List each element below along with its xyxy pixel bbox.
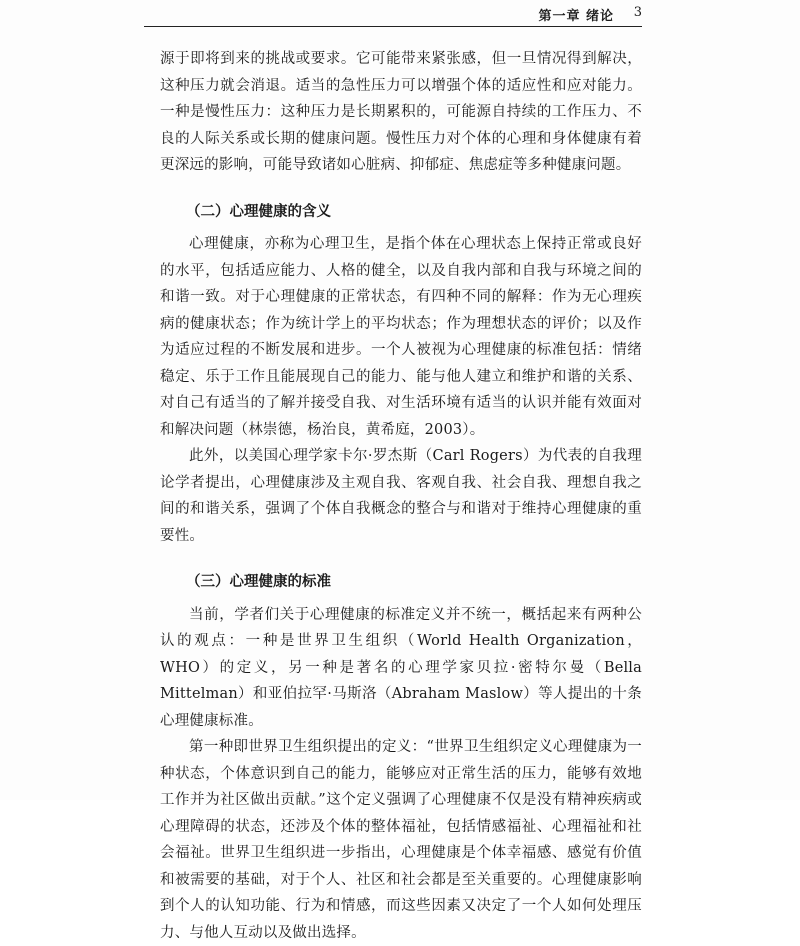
page-number: 3 bbox=[633, 5, 642, 20]
section-heading-mental-health-standards: （三）心理健康的标准 bbox=[186, 574, 331, 590]
paragraph-who-definition: 第一种即世界卫生组织提出的定义：“世界卫生组织定义心理健康为一种状态，个体意识到自己的能力，能够应对正常生活的压力，能够有效地工作并为社区做出贡献。”这个定义强调了心理健康不仅是没有精神疾病或心理障碍的状态，还涉及个体的整体福祉，包括情感福祉、心理福祉和社会福祉。世界卫生组织进一步指出，心理健康是个体幸福感、感觉有价值和被需要的基础，对于个人、社区和社会都是至关重要的。心理健康影响到个人的认知功能、行为和情感，而这些因素又决定了一个人如何处理压力、与他人互动以及做出选择。 bbox=[160, 739, 642, 941]
body-text bbox=[160, 46, 642, 946]
paragraph-mental-health-definition: 心理健康，亦称为心理卫生，是指个体在心理状态上保持正常或良好的水平，包括适应能力、人格的健全，以及自我内部和自我与环境之间的和谐一致。对于心理健康的正常状态，有四种不同的解释：作为无心理疾病的健康状态；作为统计学上的平均状态；作为理想状态的评价；以及作为适应过程的不断发展和进步。一个人被视为心理健康的标准包括：情绪稳定、乐于工作且能展现自己的能力、能与他人建立和维护和谐的关系、对自己有适当的了解并接受自我、对生活环境有适当的认识并能有效面对和解决问题（林崇德，杨治良，黄希庭，2003）。 bbox=[160, 236, 642, 438]
paragraph-standards-overview: 当前，学者们关于心理健康的标准定义并不统一，概括起来有两种公认的观点：一种是世界卫生组织（World Health Organization，WHO）的定义，另一种是著名的心理学家贝拉·密特尔曼（Bella Mittelman）和亚伯拉罕·马斯洛（Abraham Maslow）等人提出的十条心理健康标准。 bbox=[160, 606, 642, 729]
paragraph-stress-continuation: 源于即将到来的挑战或要求。它可能带来紧张感，但一旦情况得到解决，这种压力就会消退。适当的急性压力可以增强个体的适应性和应对能力。一种是慢性压力：这种压力是长期累积的，可能源自持续的工作压力、不良的人际关系或长期的健康问题。慢性压力对个体的心理和身体健康有着更深远的影响，可能导致诸如心脏病、抑郁症、焦虑症等多种健康问题。 bbox=[160, 51, 642, 173]
paragraph-rogers-self-theory: 此外，以美国心理学家卡尔·罗杰斯（Carl Rogers）为代表的自我理论学者提出，心理健康涉及主观自我、客观自我、社会自我、理想自我之间的和谐关系，强调了个体自我概念的整合与和谐对于维持心理健康的重要性。 bbox=[160, 448, 642, 544]
chapter-title: 第一章 绪论 bbox=[538, 9, 614, 24]
section-heading-mental-health-meaning: （二）心理健康的含义 bbox=[186, 203, 331, 220]
running-header bbox=[144, 2, 642, 27]
